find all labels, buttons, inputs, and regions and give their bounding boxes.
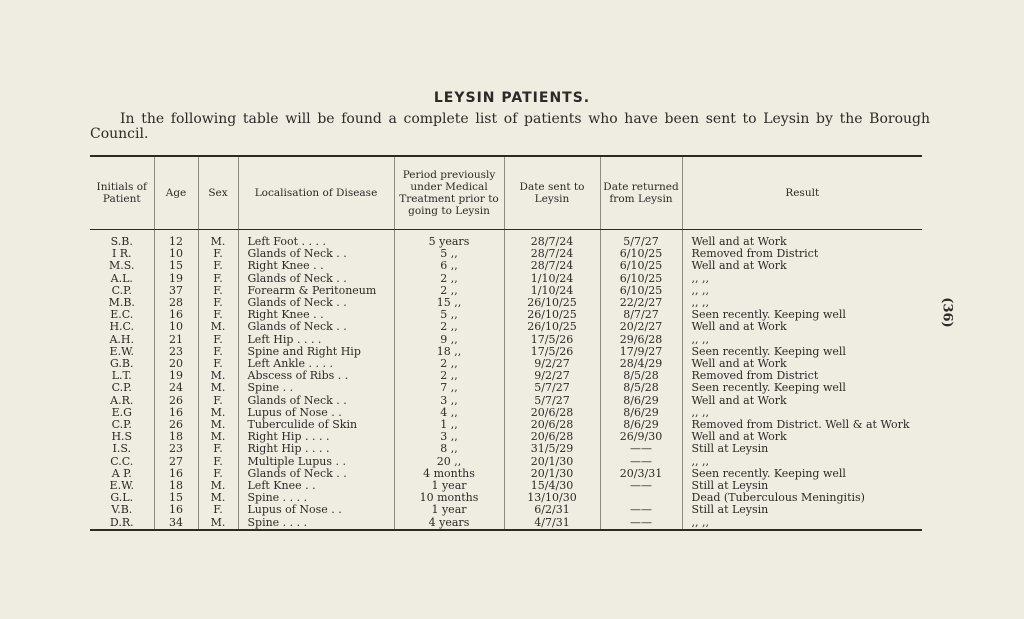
cell-initials: G.B. [110,358,134,371]
cell-period: 2 ,, [394,273,504,285]
header-date-sent: Date sent to Leysin [504,157,600,230]
cell-sex: F. [198,260,238,272]
cell-date-sent: 4/7/31 [504,517,600,529]
cell-age: 21 [154,334,198,346]
table-row [90,297,922,309]
cell-sex: F. [198,297,238,309]
cell-period: 2 ,, [394,358,504,370]
cell-date-sent: 5/7/27 [504,395,600,407]
cell-date-sent: 26/10/25 [504,297,600,309]
cell-age: 28 [154,297,198,309]
cell-date-returned: 6/10/25 [600,273,682,285]
cell-initials: C.P. [111,284,132,297]
cell-initials: C.C. [110,455,134,468]
cell-sex: M. [198,419,238,431]
cell-date-sent: 20/6/28 [504,407,600,419]
cell-initials: M.B. [108,297,135,310]
cell-sex: F. [198,395,238,407]
cell-date-sent: 26/10/25 [504,321,600,333]
cell-initials: D.R. [109,516,134,529]
cell-date-returned: 6/10/25 [600,248,682,260]
cell-disease: Lupus of Nose . . [238,407,394,419]
cell-disease: Multiple Lupus . . [238,456,394,468]
cell-date-returned: —— [600,480,682,492]
cell-date-returned: 8/7/27 [600,309,682,321]
cell-date-returned: 29/6/28 [600,334,682,346]
cell-disease: Lupus of Nose . . [238,504,394,516]
cell-date-returned: 8/6/29 [600,407,682,419]
cell-initials: A.L. [110,272,133,285]
cell-date-sent: 20/6/28 [504,431,600,443]
cell-initials: A.R. [110,394,134,407]
cell-result: ,, ,, [682,297,922,309]
table-row [90,370,922,382]
cell-result: Well and at Work [682,230,922,249]
cell-period: 15 ,, [394,297,504,309]
cell-period: 4 ,, [394,407,504,419]
cell-date-sent: 15/4/30 [504,480,600,492]
cell-date-sent: 9/2/27 [504,370,600,382]
cell-date-sent: 28/7/24 [504,248,600,260]
cell-period: 2 ,, [394,285,504,297]
cell-date-sent: 31/5/29 [504,443,600,455]
cell-disease: Spine . . . . [238,492,394,504]
cell-date-sent: 1/10/24 [504,285,600,297]
cell-initials: E.W. [109,480,134,493]
cell-result: ,, ,, [682,456,922,468]
cell-date-returned [600,492,682,504]
cell-date-returned: —— [600,443,682,455]
table-row [90,260,922,272]
intro-paragraph: In the following table will be found a complete list of patients who have been sent to Leysin by the Borough Council. [90,111,930,142]
table-row [90,382,922,394]
cell-period: 8 ,, [394,443,504,455]
cell-result: Well and at Work [682,260,922,272]
cell-disease: Forearm & Peritoneum [238,285,394,297]
cell-initials: H.S [111,431,133,444]
cell-age: 16 [154,309,198,321]
table-row [90,517,922,529]
cell-sex: F. [198,468,238,480]
cell-initials: C.P. [111,419,132,432]
cell-result: Seen recently. Keeping well [682,346,922,358]
cell-age: 10 [154,321,198,333]
patients-table [90,157,922,529]
table-row [90,480,922,492]
cell-initials: M.S. [109,260,135,273]
cell-date-sent: 6/2/31 [504,504,600,516]
cell-sex: F. [198,273,238,285]
cell-disease: Abscess of Ribs . . [238,370,394,382]
cell-period: 6 ,, [394,260,504,272]
header-age: Age [154,157,198,230]
table-row [90,285,922,297]
cell-date-returned: 20/2/27 [600,321,682,333]
cell-disease: Left Ankle . . . . [238,358,394,370]
cell-date-returned: 28/4/29 [600,358,682,370]
cell-date-returned: 5/7/27 [600,230,682,249]
cell-period: 3 ,, [394,395,504,407]
cell-age: 19 [154,370,198,382]
cell-date-sent: 17/5/26 [504,346,600,358]
cell-period: 20 ,, [394,456,504,468]
cell-date-returned: 8/5/28 [600,370,682,382]
cell-sex: M. [198,321,238,333]
cell-result: Removed from District [682,248,922,260]
cell-disease: Spine and Right Hip [238,346,394,358]
cell-result: Still at Leysin [682,504,922,516]
cell-sex: M. [198,382,238,394]
cell-date-sent: 20/1/30 [504,468,600,480]
cell-result: Seen recently. Keeping well [682,382,922,394]
header-localisation: Localisation of Disease [238,157,394,230]
cell-age: 15 [154,492,198,504]
cell-initials: S.B. [110,235,133,248]
cell-disease: Right Hip . . . . [238,431,394,443]
cell-sex: F. [198,504,238,516]
cell-age: 23 [154,346,198,358]
cell-initials: H.C. [109,321,135,334]
table-header-row [90,157,922,230]
cell-date-sent: 28/7/24 [504,260,600,272]
table-body [90,230,922,529]
cell-date-sent: 9/2/27 [504,358,600,370]
cell-initials: G.L. [110,492,134,505]
cell-result: Seen recently. Keeping well [682,468,922,480]
cell-age: 18 [154,480,198,492]
cell-result: Well and at Work [682,431,922,443]
cell-initials: I.S. [112,443,131,456]
table-row [90,248,922,260]
cell-disease: Glands of Neck . . [238,321,394,333]
cell-date-returned: —— [600,517,682,529]
cell-sex: M. [198,370,238,382]
cell-age: 20 [154,358,198,370]
table-row [90,456,922,468]
cell-result: Well and at Work [682,358,922,370]
cell-result: Seen recently. Keeping well [682,309,922,321]
cell-disease: Left Foot . . . . [238,230,394,249]
header-period: Period previously under Medical Treatment prior to going to Leysin [394,157,504,230]
cell-result: ,, ,, [682,285,922,297]
cell-age: 34 [154,517,198,529]
table-row [90,443,922,455]
cell-period: 7 ,, [394,382,504,394]
cell-period: 2 ,, [394,370,504,382]
cell-period: 4 years [394,517,504,529]
cell-result: ,, ,, [682,517,922,529]
cell-period: 5 years [394,230,504,249]
cell-date-returned: 26/9/30 [600,431,682,443]
cell-date-returned: 20/3/31 [600,468,682,480]
cell-initials: V.B. [111,504,133,517]
cell-age: 24 [154,382,198,394]
cell-sex: F. [198,346,238,358]
cell-initials: A P. [111,467,132,480]
cell-disease: Right Knee . . [238,309,394,321]
cell-sex: M. [198,407,238,419]
cell-initials: L.T. [111,370,132,383]
page-number: (36) [939,297,955,328]
cell-date-returned: 8/6/29 [600,395,682,407]
header-sex: Sex [198,157,238,230]
table-row [90,321,922,333]
cell-disease: Tuberculide of Skin [238,419,394,431]
cell-period: 1 year [394,480,504,492]
cell-age: 18 [154,431,198,443]
cell-sex: M. [198,480,238,492]
cell-initials: A.H. [109,333,135,346]
cell-period: 4 months [394,468,504,480]
cell-sex: F. [198,358,238,370]
cell-date-returned: 8/6/29 [600,419,682,431]
cell-date-sent: 1/10/24 [504,273,600,285]
cell-date-sent: 28/7/24 [504,230,600,249]
cell-period: 1 ,, [394,419,504,431]
cell-age: 23 [154,443,198,455]
cell-disease: Left Hip . . . . [238,334,394,346]
cell-disease: Right Knee . . [238,260,394,272]
cell-initials: E.W. [109,345,134,358]
cell-age: 12 [154,230,198,249]
cell-date-returned: —— [600,456,682,468]
cell-disease: Glands of Neck . . [238,297,394,309]
cell-result: ,, ,, [682,273,922,285]
cell-date-sent: 26/10/25 [504,309,600,321]
table-row [90,346,922,358]
table-row [90,358,922,370]
cell-age: 10 [154,248,198,260]
cell-sex: M. [198,517,238,529]
cell-period: 9 ,, [394,334,504,346]
cell-result: Dead (Tuberculous Meningitis) [682,492,922,504]
table-row [90,230,922,249]
cell-disease: Spine . . [238,382,394,394]
cell-initials: C.P. [111,382,132,395]
cell-disease: Glands of Neck . . [238,468,394,480]
cell-initials: E.G [111,406,132,419]
cell-period: 3 ,, [394,431,504,443]
cell-age: 37 [154,285,198,297]
cell-age: 16 [154,504,198,516]
table-row [90,273,922,285]
cell-age: 26 [154,395,198,407]
cell-age: 19 [154,273,198,285]
cell-date-sent: 5/7/27 [504,382,600,394]
table-row [90,492,922,504]
cell-initials: E.C. [110,309,134,322]
cell-result: Well and at Work [682,321,922,333]
cell-disease: Glands of Neck . . [238,248,394,260]
cell-sex: F. [198,248,238,260]
cell-age: 16 [154,407,198,419]
cell-period: 18 ,, [394,346,504,358]
cell-sex: F. [198,309,238,321]
table-row [90,504,922,516]
cell-date-returned: 22/2/27 [600,297,682,309]
cell-disease: Glands of Neck . . [238,395,394,407]
table-row [90,431,922,443]
cell-age: 16 [154,468,198,480]
cell-date-returned: —— [600,504,682,516]
cell-date-returned: 6/10/25 [600,285,682,297]
table-row [90,395,922,407]
cell-result: Removed from District [682,370,922,382]
cell-age: 26 [154,419,198,431]
cell-result: ,, ,, [682,407,922,419]
cell-period: 5 ,, [394,309,504,321]
cell-result: Still at Leysin [682,443,922,455]
cell-result: Well and at Work [682,395,922,407]
cell-date-returned: 8/5/28 [600,382,682,394]
cell-date-sent: 13/10/30 [504,492,600,504]
cell-date-returned: 6/10/25 [600,260,682,272]
cell-period: 5 ,, [394,248,504,260]
cell-date-returned: 17/9/27 [600,346,682,358]
cell-disease: Glands of Neck . . [238,273,394,285]
cell-age: 15 [154,260,198,272]
header-date-returned: Date returned from Leysin [600,157,682,230]
cell-disease: Spine . . . . [238,517,394,529]
cell-sex: F. [198,334,238,346]
cell-sex: F. [198,456,238,468]
cell-disease: Right Hip . . . . [238,443,394,455]
cell-sex: M. [198,492,238,504]
cell-sex: F. [198,443,238,455]
cell-sex: M. [198,431,238,443]
cell-period: 10 months [394,492,504,504]
cell-period: 1 year [394,504,504,516]
cell-result: Still at Leysin [682,480,922,492]
cell-sex: M. [198,230,238,249]
cell-disease: Left Knee . . [238,480,394,492]
table-row [90,419,922,431]
cell-date-sent: 20/1/30 [504,456,600,468]
cell-date-sent: 17/5/26 [504,334,600,346]
cell-period: 2 ,, [394,321,504,333]
cell-result: ,, ,, [682,334,922,346]
table-row [90,407,922,419]
table-row [90,334,922,346]
page-title: LEYSIN PATIENTS. [433,90,591,106]
cell-sex: F. [198,285,238,297]
header-result: Result [682,157,922,230]
cell-initials: I R. [111,248,132,261]
patients-table-container [90,155,922,531]
cell-date-sent: 20/6/28 [504,419,600,431]
table-row [90,468,922,480]
header-initials: Initials of Patient [90,157,154,230]
table-row [90,309,922,321]
table-bottom-rule [90,529,922,531]
cell-age: 27 [154,456,198,468]
cell-result: Removed from District. Well & at Work [682,419,922,431]
